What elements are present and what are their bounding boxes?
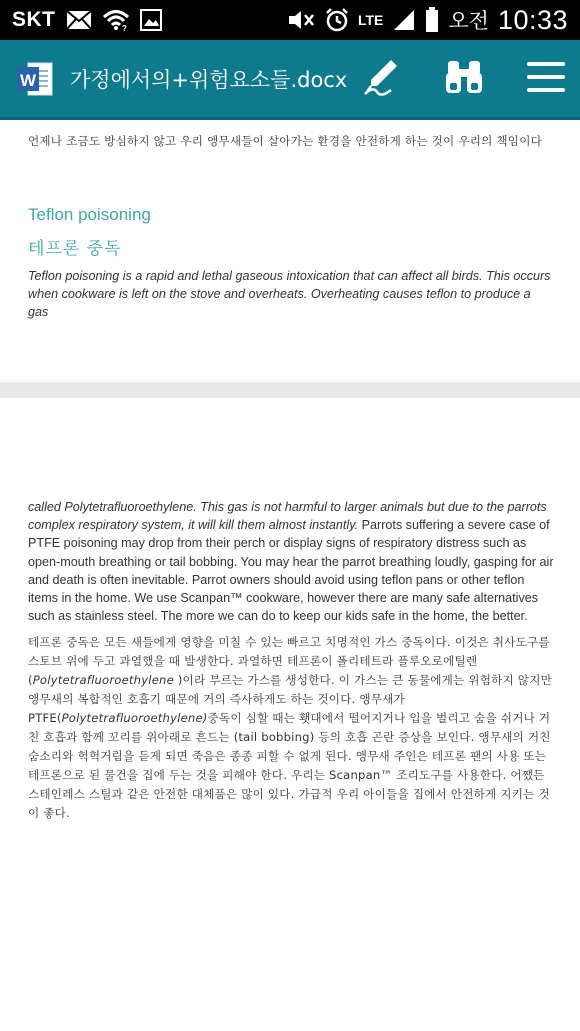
heading-korean: 테프론 중독: [28, 239, 122, 259]
status-left: [12, 8, 162, 32]
clock: 10:33: [497, 4, 568, 35]
status-bar: [0, 0, 580, 40]
paragraph-english-1: Teflon poisoning is a rapid and lethal gaseous intoxication that can affect all birds. This occurs when cookware is left on the stove and overheats. Overheating causes teflon to produce a gas: [28, 269, 551, 320]
kr-text-b: Polytetrafluoroethylene: [32, 673, 174, 687]
pen-icon: [361, 56, 403, 102]
intro-paragraph: 언제나 조금도 방심하지 않고 우리 앵무새들이 살아가는 환경을 안전하게 하는 것이 우리의 책임이다: [28, 134, 543, 148]
battery-icon: [425, 7, 439, 33]
paragraph-english-2-rest: Parrots suffering a severe case of PTFE poisoning may drop from their perch or display signs of respiratory distress such as open-mouth breathing or tail bobbing. You may hear the parrot breathing loudly, gasping for air and death is often inevitable. Parrot owners should avoid using teflon pans or other teflon items in the home. We use Scanpan™ cookware, however there are many safe alternatives such as stainless steel. The more we can do to keep our kids safe in the home, the better.: [28, 518, 554, 624]
kr-text-e: 중독이 심할 때는 횃대에서 떨어지거나 입을 벌리고 숨을 쉬거나 거친 호흡과 함께 꼬리를 위아래로 흔드는 (tail bobbing) 등의 호흡 곤란 증상을 보인다. 앵무새의 거친 숨소리와 헉헉거림을 듣게 되면 죽음은 종종 피할 수 없게 된다. 앵무새 주인은 테프론 팬의 사용 또는 테프론으로 된 물건을 집에 두는 것을 피해야 한다. 우리는 Scanpan™ 조리도구를 사용한다. 어쨌든 스테인레스 스틸과 같은 안전한 대체품은 많이 있다. 가급적 우리 아이들을 집에서 안전하게 지키는 것이 좋다.: [28, 711, 551, 820]
status-right: [286, 5, 568, 36]
signal-icon: [392, 8, 416, 32]
wifi-icon: [102, 9, 130, 31]
kr-text-a: 테프론 중독은 모든 새들에게 영향을 미칠 수 있는 빠르고 치명적인 가스 중독이다. 이것은 취사도구를 스토브 위에 두고 과열했을 때 발생한다. 과열하면 테프론이 폴리테트라 플루오로에틸렌(: [28, 635, 550, 687]
app-toolbar: [0, 40, 580, 120]
find-button[interactable]: [442, 57, 486, 101]
paragraph-english-2-italic: called Polytetrafluoroethylene. This gas is not harmful to larger animals but due to the parrots complex respiratory system, it will kill them almost instantly.: [28, 500, 547, 533]
mute-icon: [286, 9, 316, 31]
mail-icon: [66, 10, 92, 30]
document-page-2: [0, 398, 580, 1031]
carrier-label: SKT: [12, 8, 56, 31]
svg-text:?: ?: [121, 24, 127, 31]
lte-label: [358, 13, 383, 27]
document-page-1: [0, 120, 580, 382]
paragraph-english-2: [28, 498, 556, 625]
edit-button[interactable]: [360, 57, 404, 101]
image-icon: [140, 9, 162, 31]
alarm-icon: [325, 8, 349, 32]
lte-text: LTE: [357, 12, 384, 28]
page-break: [0, 382, 580, 398]
kr-text-d: Polytetrafluoroethylene): [61, 711, 208, 725]
toolbar-actions: [360, 57, 568, 101]
kr-text-c: )이라 부르는 가스를 생성한다. 이 가스는 큰 동물에게는 위험하지 않지만 앵무새의 복합적인 호흡기 때문에 거의 즉사하게도 하는 것이다. 앵무새가 PTFE(: [28, 673, 552, 725]
paragraph-korean-2: [28, 633, 556, 823]
heading-english: Teflon poisoning: [28, 205, 151, 224]
svg-text:W: W: [19, 70, 37, 90]
ampm-label: 오전: [448, 9, 489, 33]
word-app-icon: [16, 59, 54, 99]
menu-button[interactable]: [524, 57, 568, 101]
binoculars-icon: [444, 57, 484, 101]
document-title: 가정에서의+위험요소들.docx: [70, 67, 348, 92]
menu-icon: [526, 60, 566, 98]
